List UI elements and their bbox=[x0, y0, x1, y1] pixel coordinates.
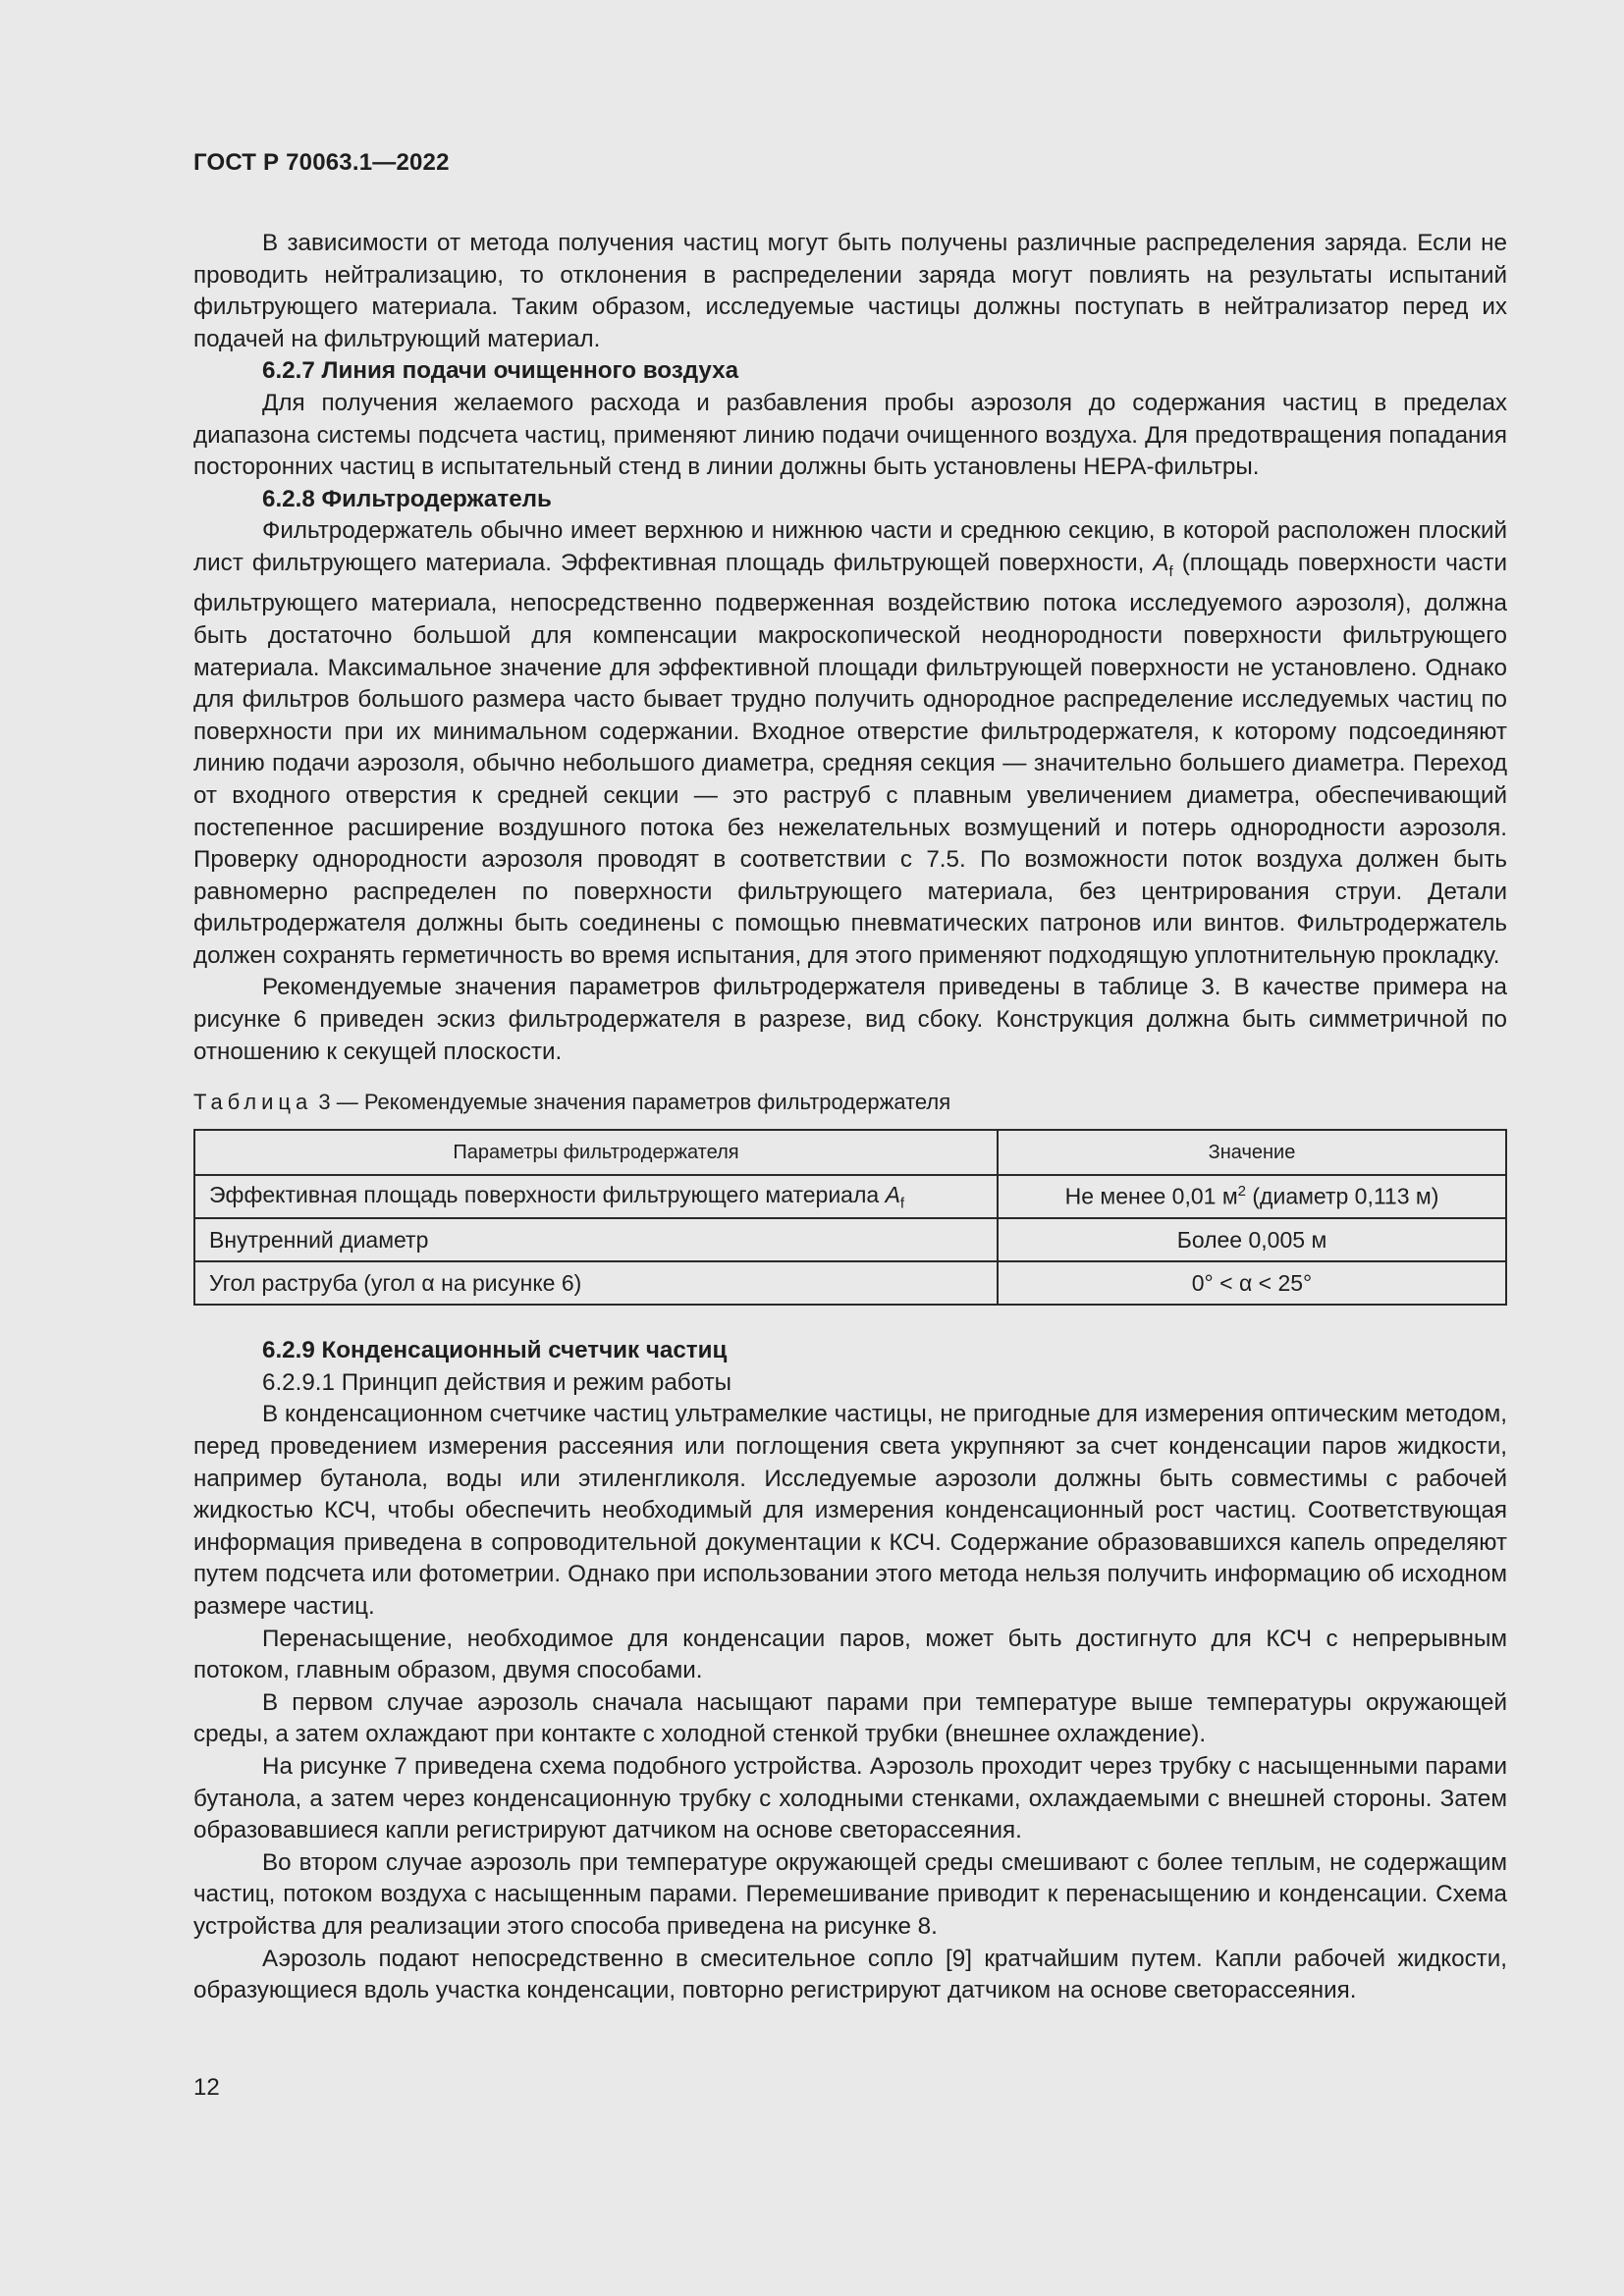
section-6-2-7-heading: 6.2.7 Линия подачи очищенного воздуха bbox=[262, 357, 739, 385]
table-cell-value: Более 0,005 м bbox=[998, 1218, 1506, 1261]
param-text: Эффективная площадь поверхности фильтрующего материала bbox=[209, 1181, 880, 1207]
section-6-2-9-heading: 6.2.9 Конденсационный счетчик частиц bbox=[262, 1337, 728, 1364]
text-part: (площадь поверхности части фильтрующего материала, непосредственно подверженная воздействию потока исследуемого аэрозоля), должна быть достаточно большой для компенсации макроскопической неоднородности поверхности фильтрующего материала. Максимальное значение для эффективной площади фильтрующей поверхности не установлено. Однако для фильтров большого размера часто бывает трудно получить однородное распределение исследуемых частиц по поверхности при их минимальном содержании. Входное отверстие фильтродержателя, к которому подсоединяют линию подачи аэрозоля, обычно небольшого диаметра, средняя секция — значительно большего диаметра. Переход от входного отверстия к средней секции — это раструб с плавным увеличением диаметра, обеспечивающий постепенное расширение воздушного потока без нежелательных возмущений и потерь однородности аэрозоля. Проверку однородности аэрозоля проводят в соответствии с 7.5. По возможности поток воздуха должен быть равномерно распределен по поверхности фильтрующего материала, без центрирования струи. Детали фильтродержателя должны быть соединены с помощью пневматических патронов или винтов. Фильтродержатель должен сохранять герметичность во время испытания, для этого применяют подходящую уплотнительную прокладку. bbox=[193, 549, 1507, 969]
value-text: (диаметр 0,113 м) bbox=[1246, 1184, 1439, 1210]
value-sup: 2 bbox=[1237, 1183, 1246, 1201]
section-6-2-8-heading: 6.2.8 Фильтродержатель bbox=[262, 485, 552, 512]
param-sub: f bbox=[899, 1195, 905, 1212]
parameters-table bbox=[193, 1129, 1507, 1306]
table-cell-param: Угол раструба (угол α на рисунке 6) bbox=[194, 1261, 998, 1305]
table-caption bbox=[193, 1088, 1507, 1117]
table-header-row bbox=[194, 1130, 1506, 1175]
section-6-2-8-recommend-paragraph: Рекомендуемые значения параметров фильтродержателя приведены в таблице 3. В качестве примера на рисунке 6 приведен эскиз фильтродержателя в разрезе, вид сбоку. Конструкция должна быть симметричной по отношению к секущей плоскости. bbox=[193, 974, 1507, 1065]
section-6-2-9-paragraph: Во втором случае аэрозоль при температуре окружающей среды смешивают с более теплым, не содержащим частиц, потоком воздуха с насыщенным парами. Перемешивание приводит к перенасыщению и конденсации. Схема устройства для реализации этого способа приведена на рисунке 8. bbox=[193, 1848, 1507, 1940]
symbol-a: A bbox=[1153, 549, 1169, 576]
section-6-2-8-paragraph bbox=[193, 515, 1507, 972]
section-6-2-7-paragraph: Для получения желаемого расхода и разбавления пробы аэрозоля до содержания частиц в пределах диапазона системы подсчета частиц, применяют линию подачи очищенного воздуха. Для предотвращения попадания посторонних частиц в испытательный стенд в линии должны быть установлены НЕРА-фильтры. bbox=[193, 389, 1507, 481]
table-caption-word: Таблица bbox=[193, 1090, 313, 1115]
section-6-2-9-paragraph: Аэрозоль подают непосредственно в смесительное сопло [9] кратчайшим путем. Капли рабочей жидкости, образующиеся вдоль участка конденсации, повторно регистрируют датчиком на основе светорассеяния. bbox=[193, 1945, 1507, 2004]
table-caption-text: 3 — Рекомендуемые значения параметров фильтродержателя bbox=[318, 1090, 951, 1115]
section-6-2-9-paragraph: Перенасыщение, необходимое для конденсации паров, может быть достигнуто для КСЧ с непрерывным потоком, главным образом, двумя способами. bbox=[193, 1625, 1507, 1684]
table-header-value: Значение bbox=[998, 1130, 1506, 1175]
param-symbol: A bbox=[885, 1181, 900, 1207]
value-text: Не менее 0,01 м bbox=[1064, 1184, 1238, 1210]
section-6-2-9-paragraph: В конденсационном счетчике частиц ультрамелкие частицы, не пригодные для измерения оптическим методом, перед проведением измерения рассеяния или поглощения света укрупняют за счет конденсации паров жидкости, например бутанола, воды или этиленгликоля. Исследуемые аэрозоли должны быть совместимы с рабочей жидкостью КСЧ, чтобы обеспечить необходимый для измерения конденсационный рост частиц. Соответствующая информация приведена в сопроводительной документации к КСЧ. Содержание образовавшихся капель определяют путем подсчета или фотометрии. Однако при использовании этого метода нельзя получить информацию об исходном размере частиц. bbox=[193, 1401, 1507, 1621]
section-6-2-9-1-subheading: 6.2.9.1 Принцип действия и режим работы bbox=[262, 1368, 732, 1396]
table-row bbox=[194, 1218, 1506, 1261]
symbol-sub-f: f bbox=[1168, 562, 1173, 580]
document-header: ГОСТ Р 70063.1—2022 bbox=[193, 149, 450, 176]
table-cell-param: Внутренний диаметр bbox=[194, 1218, 998, 1261]
table-row bbox=[194, 1175, 1506, 1218]
table-row bbox=[194, 1261, 1506, 1305]
document-body bbox=[193, 228, 1507, 2007]
section-6-2-9-paragraph: На рисунке 7 приведена схема подобного устройства. Аэрозоль проходит через трубку с насыщенными парами бутанола, а затем через конденсационную трубку с холодными стенками, охлаждаемыми с внешней стороны. Затем образовавшиеся капли регистрируют датчиком на основе светорассеяния. bbox=[193, 1752, 1507, 1844]
section-6-2-9-paragraph: В первом случае аэрозоль сначала насыщают парами при температуре выше температуры окружающей среды, а затем охлаждают при контакте с холодной стенкой трубки (внешнее охлаждение). bbox=[193, 1688, 1507, 1748]
intro-paragraph: В зависимости от метода получения частиц могут быть получены различные распределения заряда. Если не проводить нейтрализацию, то отклонения в распределении заряда могут повлиять на результаты испытаний фильтрующего материала. Таким образом, исследуемые частицы должны поступать в нейтрализатор перед их подачей на фильтрующий материал. bbox=[193, 230, 1507, 352]
table-cell-value bbox=[998, 1175, 1506, 1218]
text-part: Фильтродержатель обычно имеет верхнюю и нижнюю части и среднюю секцию, в которой расположен плоский лист фильтрующего материала. Эффективная площадь фильтрующей поверхности, bbox=[193, 517, 1507, 576]
table-cell-param bbox=[194, 1175, 998, 1218]
page-number: 12 bbox=[193, 2074, 220, 2101]
table-header-parameters: Параметры фильтродержателя bbox=[194, 1130, 998, 1175]
table-cell-value: 0° < α < 25° bbox=[998, 1261, 1506, 1305]
